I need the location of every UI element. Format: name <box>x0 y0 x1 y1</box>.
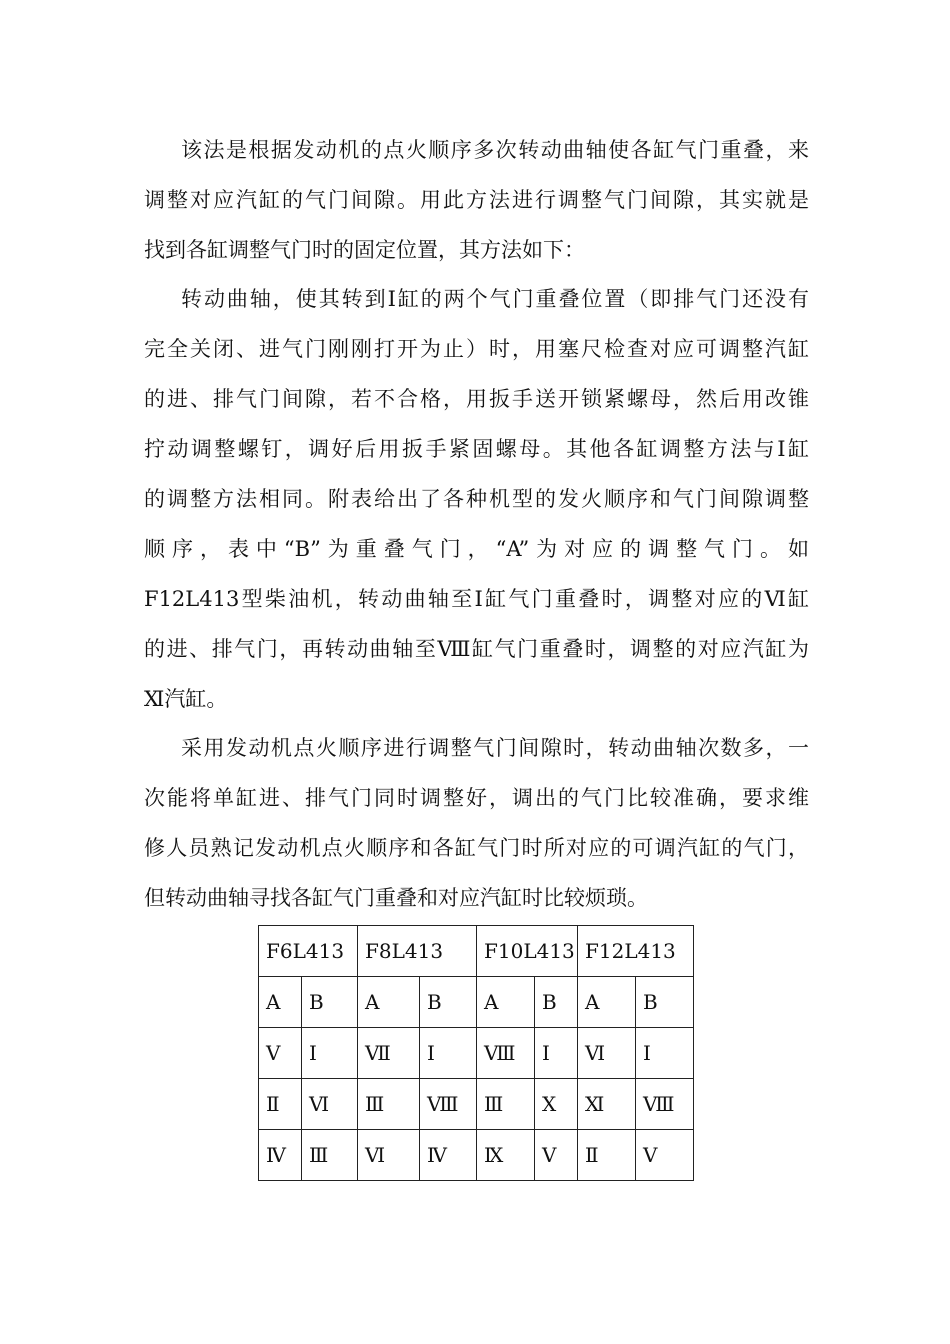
table-cell: Ⅶ <box>358 1028 420 1079</box>
text-line: 次能将单缸进、排气门同时调整好，调出的气门比较准确，要求维 <box>144 786 809 810</box>
table-cell: Ⅺ <box>578 1079 636 1130</box>
table-row <box>259 1028 694 1079</box>
table-cell: Ⅰ <box>420 1028 477 1079</box>
text-line: F12L413型柴油机，转动曲轴至Ⅰ缸气门重叠时，调整对应的Ⅵ缸 <box>144 587 809 611</box>
table-cell: Ⅲ <box>477 1079 535 1130</box>
subheader-cell: B <box>636 977 694 1028</box>
model-header: F8L413 <box>358 926 477 977</box>
table-cell: Ⅰ <box>636 1028 694 1079</box>
table-row <box>259 1130 694 1181</box>
model-header: F6L413 <box>259 926 358 977</box>
table-cell: Ⅲ <box>358 1079 420 1130</box>
table-cell: Ⅱ <box>578 1130 636 1181</box>
table-header-row <box>259 926 694 977</box>
table-cell: Ⅰ <box>535 1028 578 1079</box>
table-cell: Ⅸ <box>477 1130 535 1181</box>
table-cell: Ⅵ <box>358 1130 420 1181</box>
subheader-cell: A <box>358 977 420 1028</box>
valve-adjustment-table <box>258 925 694 1181</box>
table-cell: Ⅷ <box>420 1079 477 1130</box>
table-cell: Ⅲ <box>302 1130 358 1181</box>
text-line: 找到各缸调整气门时的固定位置，其方法如下： <box>144 238 585 262</box>
text-line: 修人员熟记发动机点火顺序和各缸气门时所对应的可调汽缸的气门， <box>144 836 809 860</box>
text-line: 但转动曲轴寻找各缸气门重叠和对应汽缸时比较烦琐。 <box>144 886 648 910</box>
table-cell: Ⅴ <box>636 1130 694 1181</box>
text-line: 采用发动机点火顺序进行调整气门间隙时，转动曲轴次数多，一 <box>181 736 809 760</box>
table-cell: Ⅵ <box>302 1079 358 1130</box>
table-cell: Ⅴ <box>535 1130 578 1181</box>
table-cell: Ⅳ <box>420 1130 477 1181</box>
subheader-cell: B <box>535 977 578 1028</box>
text-line: 的进、排气门间隙，若不合格，用扳手送开锁紧螺母，然后用改锥 <box>144 387 809 411</box>
text-line: 顺序，表中“B”为重叠气门，“A”为对应的调整气门。如 <box>144 537 809 561</box>
table-subheader-row <box>259 977 694 1028</box>
table-cell: Ⅰ <box>302 1028 358 1079</box>
table-cell: Ⅳ <box>259 1130 302 1181</box>
text-line: 拧动调整螺钉，调好后用扳手紧固螺母。其他各缸调整方法与Ⅰ缸 <box>144 437 809 461</box>
text-line: Ⅺ汽缸。 <box>144 687 228 711</box>
subheader-cell: A <box>578 977 636 1028</box>
text-line: 调整对应汽缸的气门间隙。用此方法进行调整气门间隙，其实就是 <box>144 188 809 212</box>
text-line: 该法是根据发动机的点火顺序多次转动曲轴使各缸气门重叠，来 <box>181 138 809 162</box>
table-row <box>259 1079 694 1130</box>
paragraph-3 <box>144 723 809 923</box>
table-cell: Ⅷ <box>477 1028 535 1079</box>
text-line: 的进、排气门，再转动曲轴至Ⅷ缸气门重叠时，调整的对应汽缸为 <box>144 637 809 661</box>
text-line: 完全关闭、进气门刚刚打开为止）时，用塞尺检查对应可调整汽缸 <box>144 337 809 361</box>
text-line: 转动曲轴，使其转到Ⅰ缸的两个气门重叠位置（即排气门还没有 <box>181 287 809 311</box>
subheader-cell: B <box>302 977 358 1028</box>
table-cell: Ⅷ <box>636 1079 694 1130</box>
table-cell: Ⅱ <box>259 1079 302 1130</box>
paragraph-1 <box>144 125 809 275</box>
model-header: F12L413 <box>578 926 694 977</box>
subheader-cell: A <box>477 977 535 1028</box>
subheader-cell: A <box>259 977 302 1028</box>
paragraph-2 <box>144 274 809 724</box>
text-line: 的调整方法相同。附表给出了各种机型的发火顺序和气门间隙调整 <box>144 487 809 511</box>
table-cell: Ⅹ <box>535 1079 578 1130</box>
model-header: F10L413 <box>477 926 578 977</box>
table-cell: Ⅵ <box>578 1028 636 1079</box>
table-cell: Ⅴ <box>259 1028 302 1079</box>
subheader-cell: B <box>420 977 477 1028</box>
